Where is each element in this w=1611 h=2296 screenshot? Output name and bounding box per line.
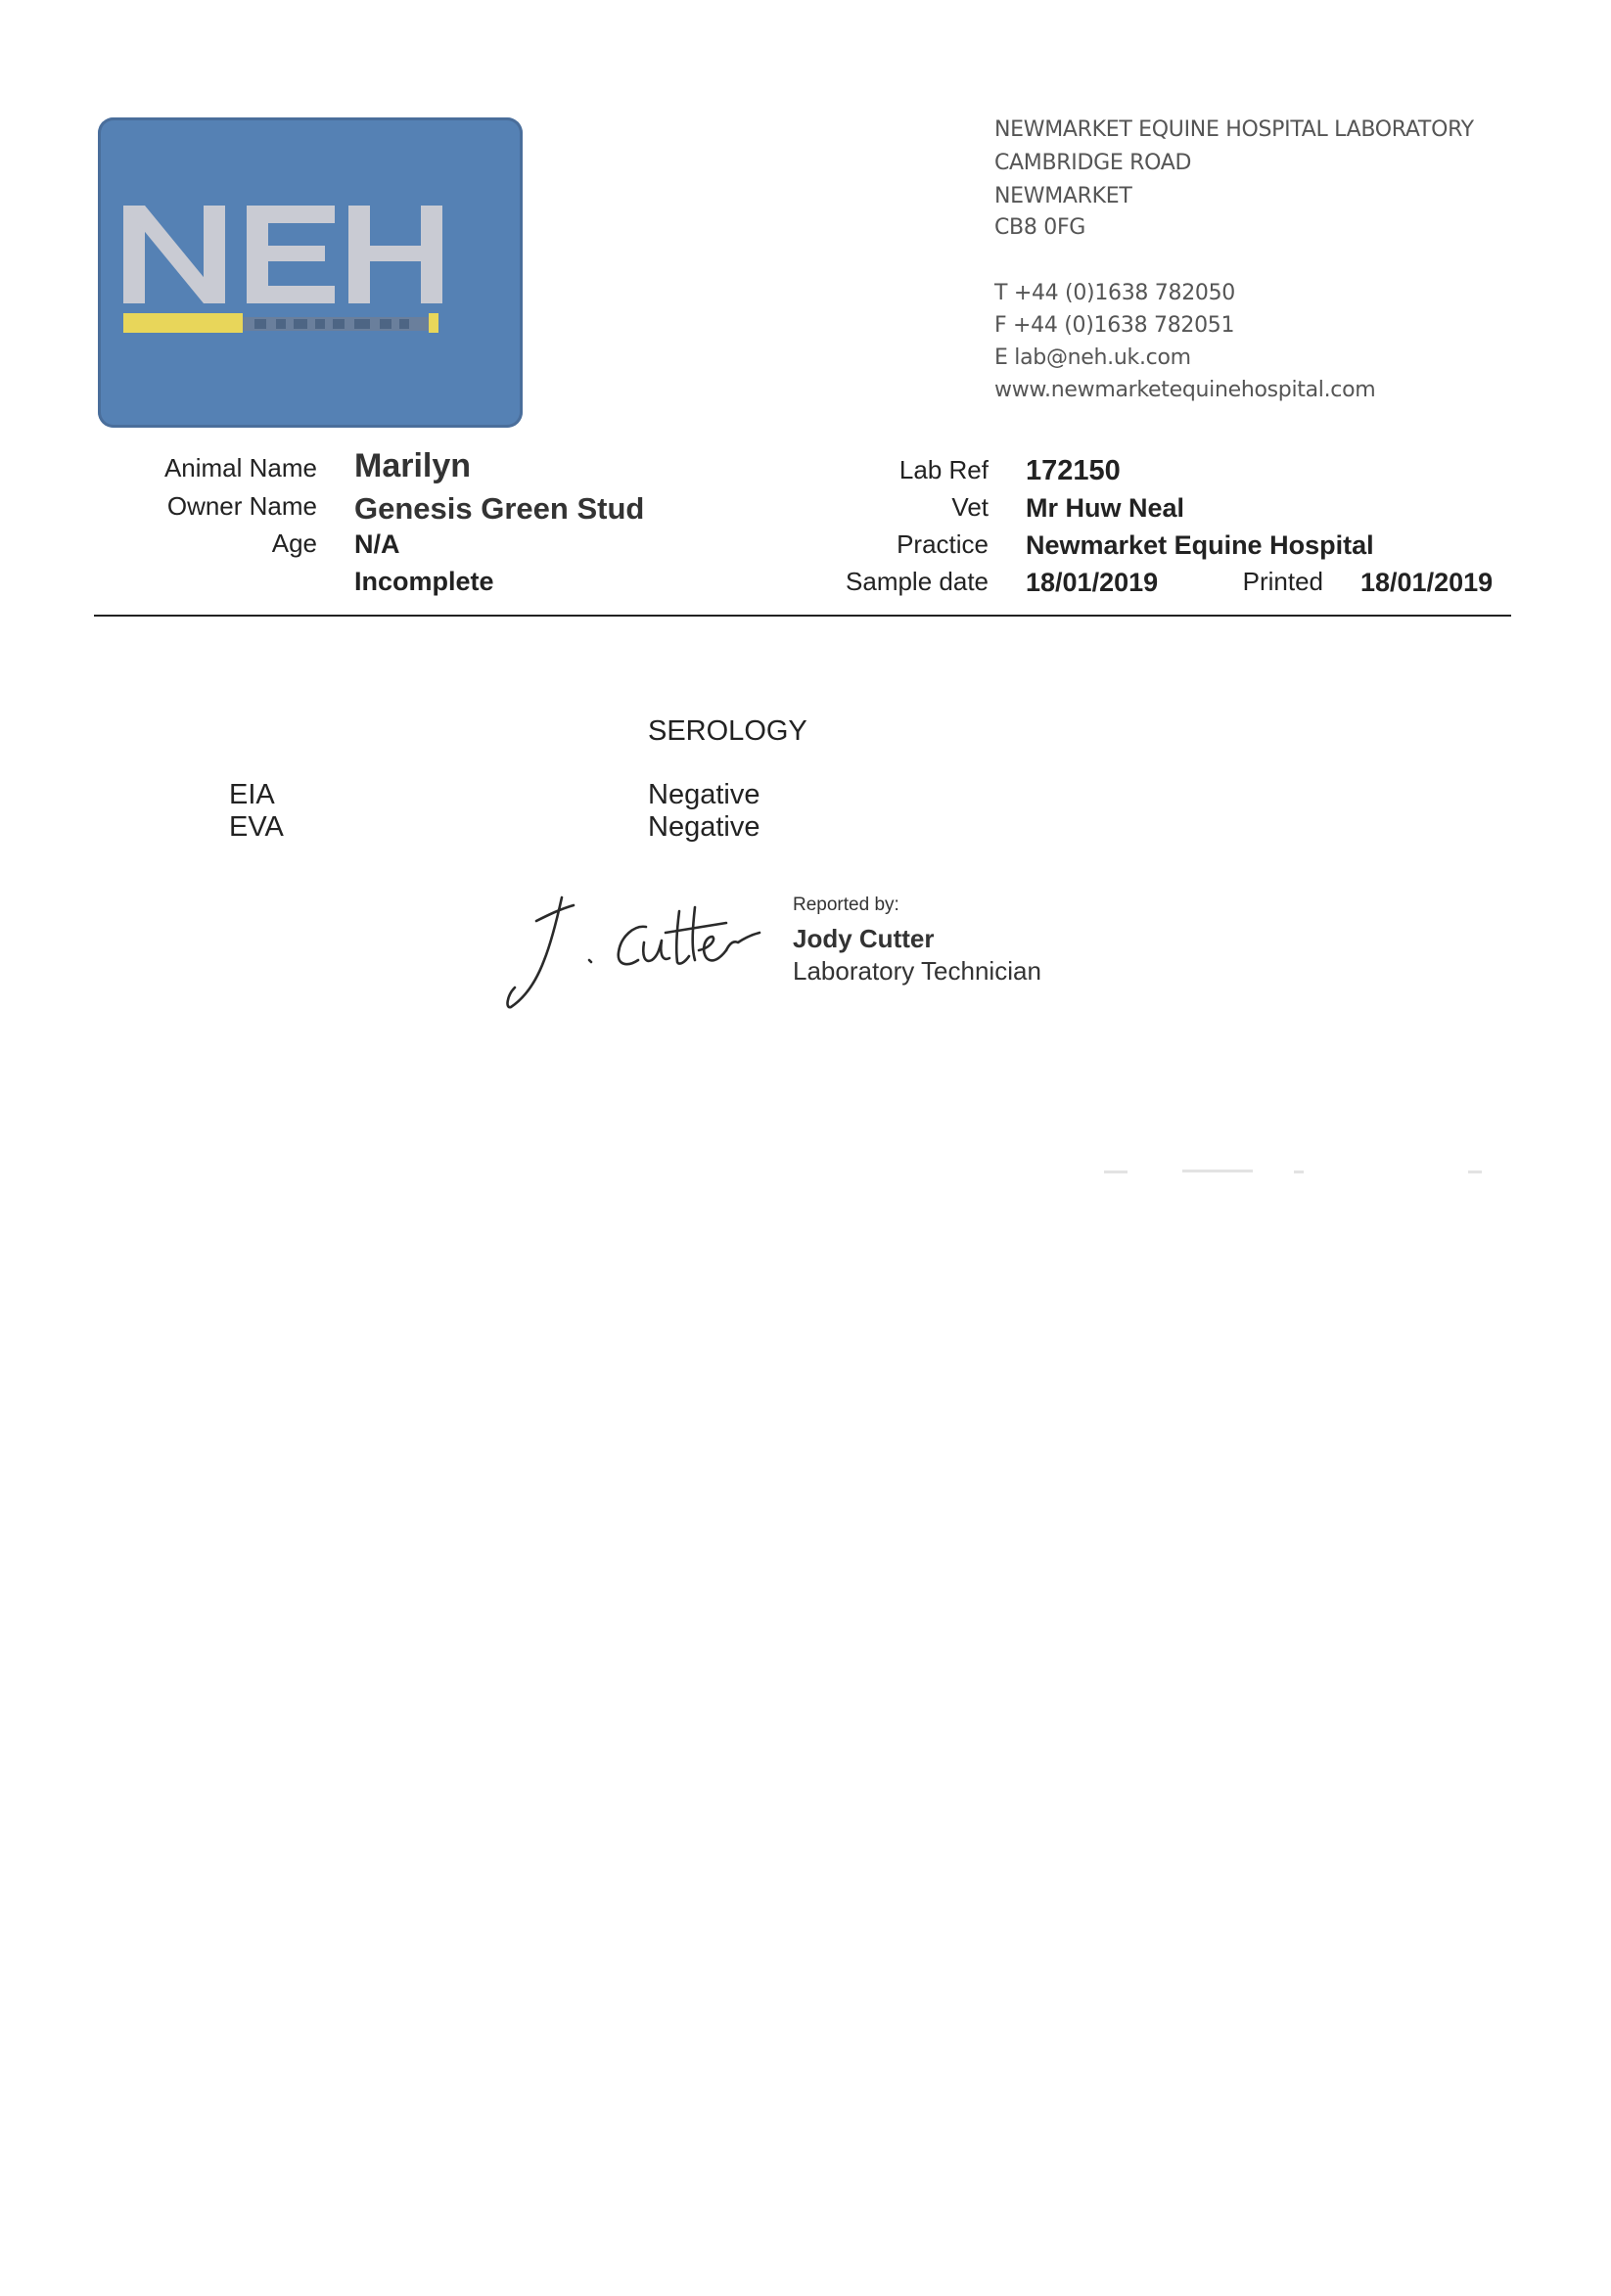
vet-value: Mr Huw Neal: [1026, 493, 1185, 523]
address-email: E lab@neh.uk.com: [994, 345, 1191, 370]
signature: [499, 886, 763, 1013]
address-line-1: NEWMARKET EQUINE HOSPITAL LABORATORY: [994, 117, 1474, 142]
reporter-name: Jody Cutter: [793, 924, 935, 953]
test-result-eia: Negative: [648, 779, 760, 810]
report-status: Incomplete: [354, 567, 494, 596]
address-fax: F +44 (0)1638 782051: [994, 313, 1235, 338]
age-label: Age: [271, 528, 317, 558]
printed-label: Printed: [1242, 567, 1323, 596]
owner-name-label: Owner Name: [166, 491, 317, 521]
address-line-2: CAMBRIDGE ROAD: [994, 151, 1192, 175]
address-phone: T +44 (0)1638 782050: [994, 281, 1235, 305]
test-name-eia: EIA: [229, 779, 275, 810]
animal-name-value: Marilyn: [354, 447, 472, 484]
scan-mark: [1294, 1171, 1304, 1173]
scan-mark: [1468, 1171, 1482, 1173]
neh-logo-graphic: [98, 117, 523, 428]
section-title: SEROLOGY: [648, 715, 807, 747]
header-divider: [94, 615, 1511, 617]
address-line-4: CB8 0FG: [994, 215, 1086, 240]
address-line-3: NEWMARKET: [994, 184, 1132, 208]
age-value: N/A: [354, 529, 400, 559]
reporter-role: Laboratory Technician: [793, 956, 1041, 986]
scan-mark: [1104, 1171, 1128, 1173]
lab-ref-value: 172150: [1026, 455, 1121, 486]
scan-mark: [1182, 1170, 1253, 1172]
lab-ref-label: Lab Ref: [898, 455, 989, 484]
neh-logo: [98, 117, 523, 428]
test-name-eva: EVA: [229, 811, 284, 843]
practice-label: Practice: [897, 529, 989, 559]
sample-date-value: 18/01/2019: [1026, 568, 1159, 597]
practice-value: Newmarket Equine Hospital: [1026, 530, 1374, 560]
address-web: www.newmarketequinehospital.com: [994, 378, 1376, 402]
animal-name-label: Animal Name: [163, 453, 317, 482]
test-result-eva: Negative: [648, 811, 760, 843]
reported-by-label: Reported by:: [793, 895, 899, 915]
vet-label: Vet: [951, 492, 989, 522]
printed-date-value: 18/01/2019: [1360, 568, 1494, 597]
sample-date-label: Sample date: [846, 567, 989, 596]
owner-name-value: Genesis Green Stud: [354, 491, 645, 526]
